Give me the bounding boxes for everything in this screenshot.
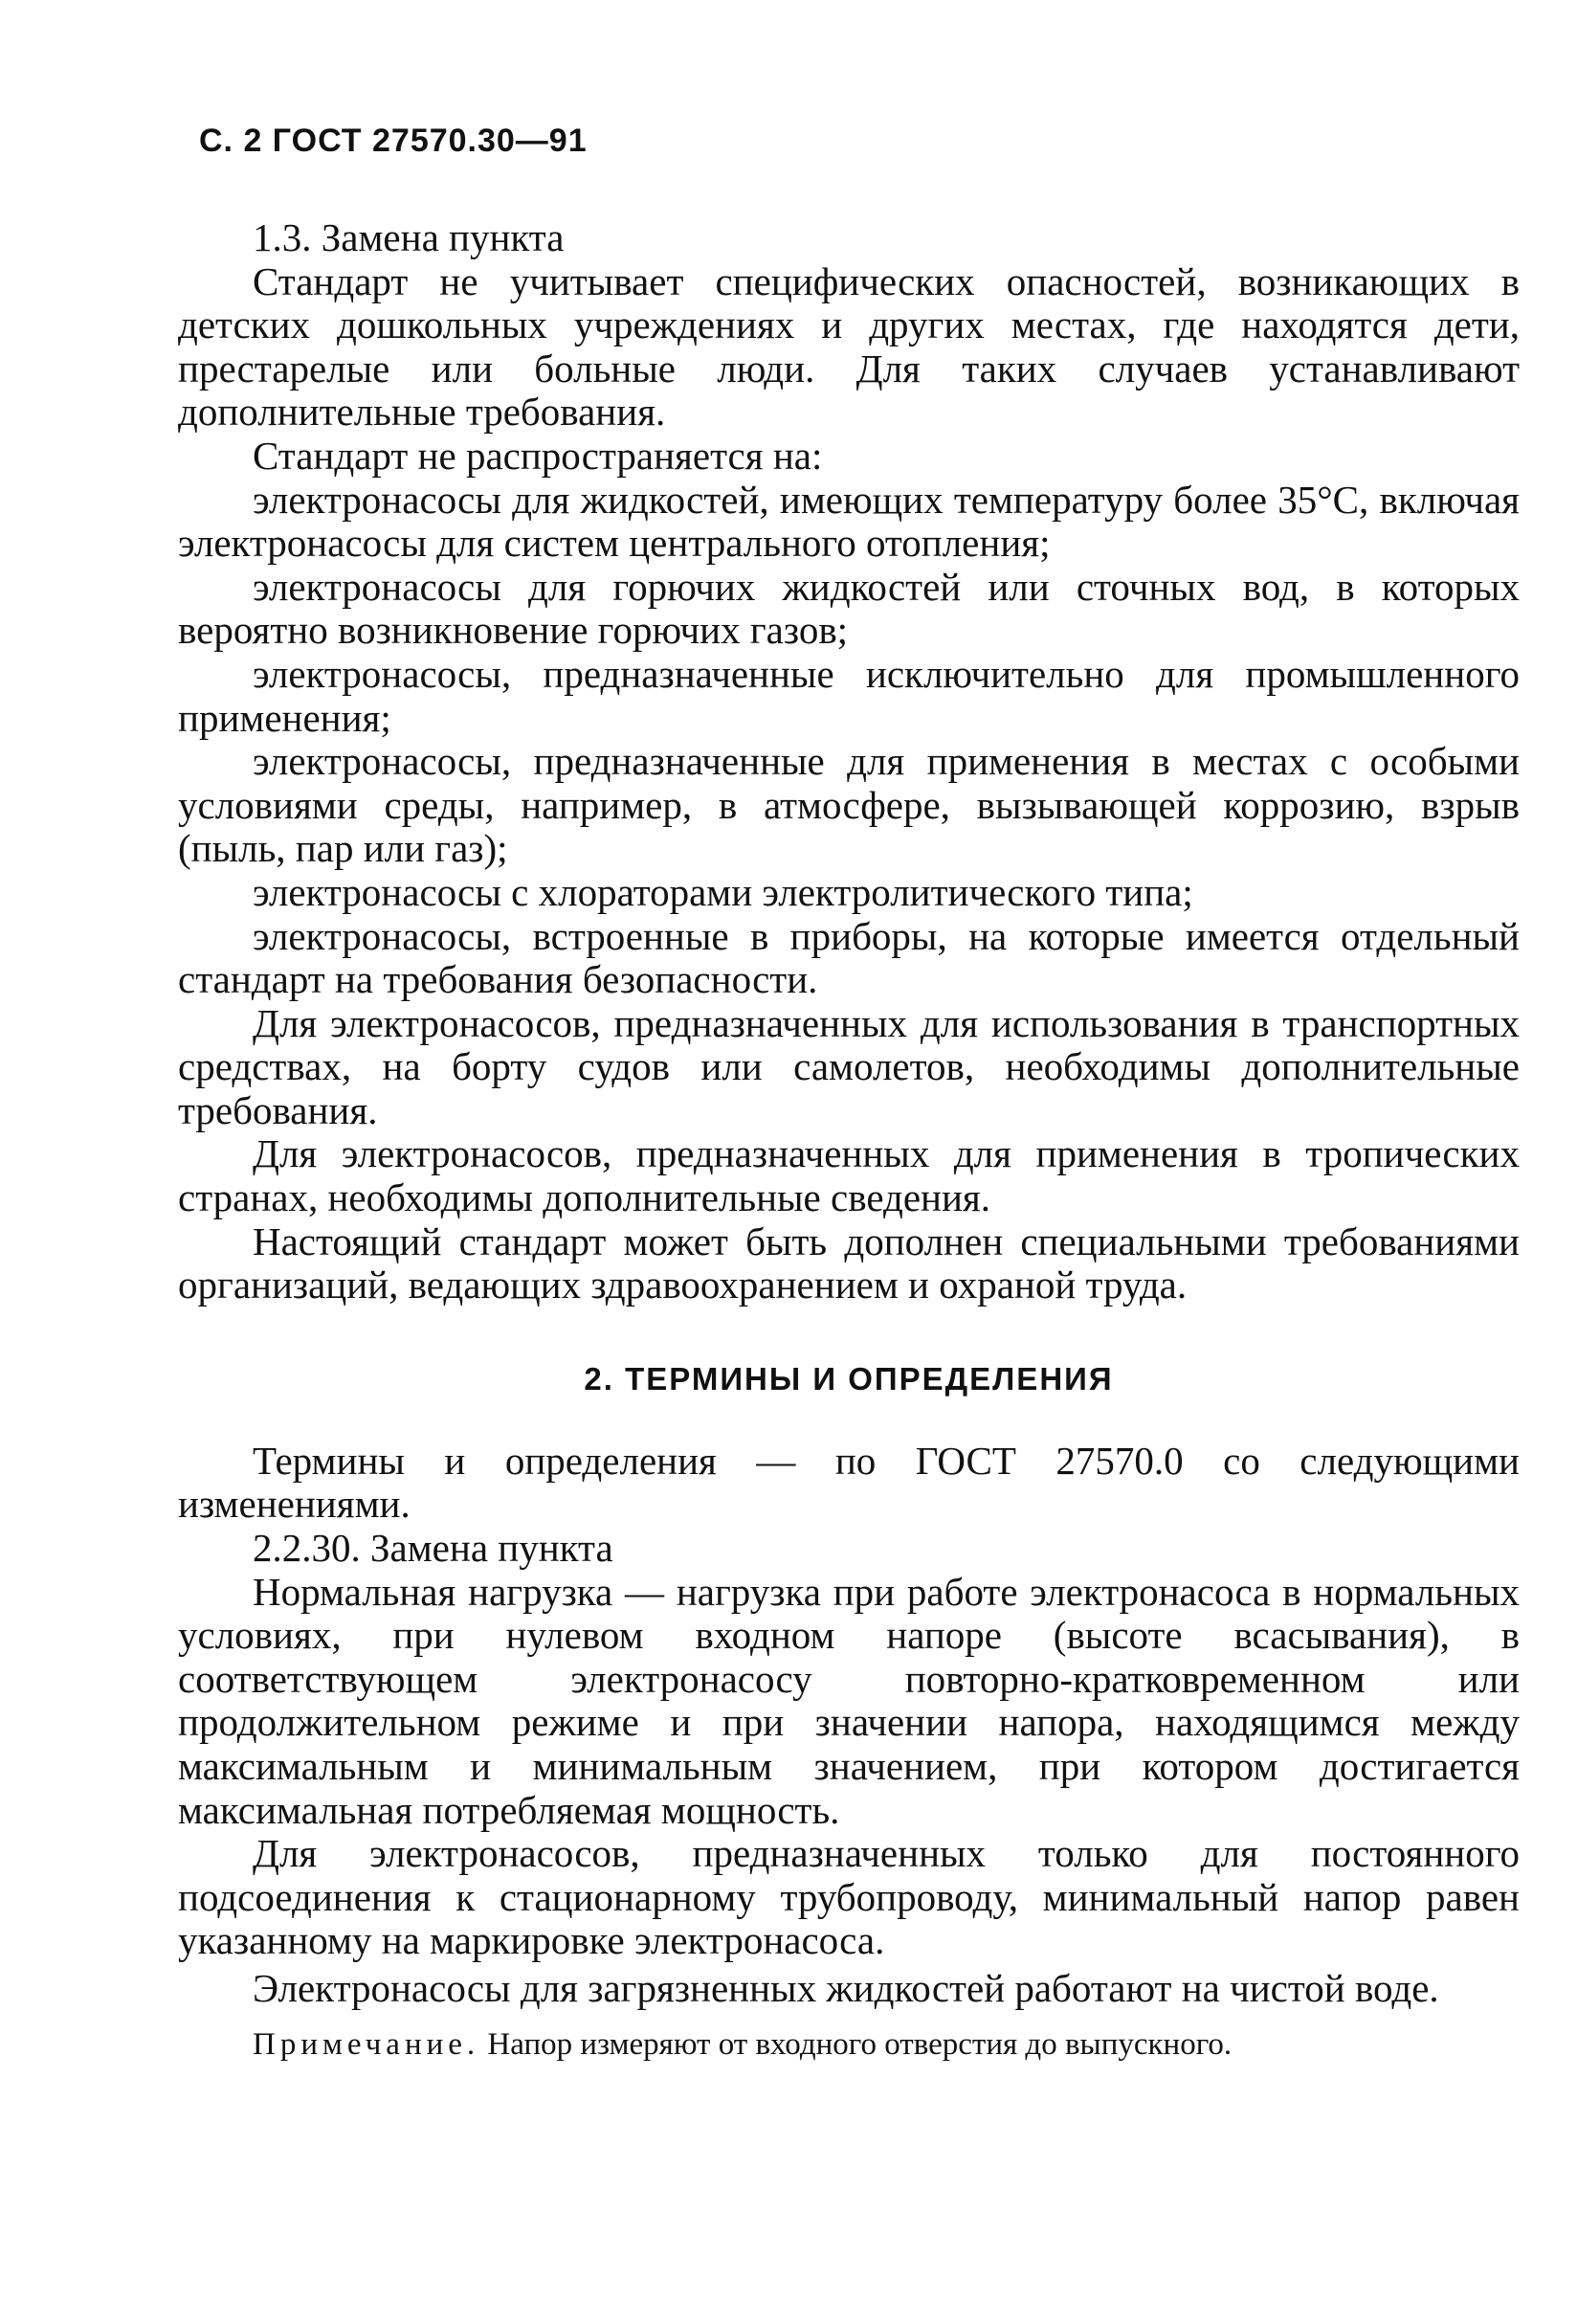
- paragraph: Для электронасосов, предназначенных только для постоянного подсоединения к стационарному трубопроводу, минимальный напор равен указанному на маркировке электронасоса.: [178, 1831, 1520, 1963]
- paragraph: Электронасосы для загрязненных жидкостей работают на чистой воде.: [253, 1965, 1439, 2010]
- list-item: электронасосы, встроенные в приборы, на которые имеется отдельный стандарт на требования безопасности.: [178, 913, 1520, 1002]
- note-text: Напор измеряют от входного отверстия до выпускного.: [487, 2026, 1233, 2062]
- list-item: электронасосы с хлораторами электролитического типа;: [253, 869, 1193, 914]
- paragraph: Термины и определения — по ГОСТ 27570.0 со следующими изменениями.: [178, 1438, 1520, 1527]
- paragraph: Стандарт не распространяется на:: [253, 433, 823, 478]
- note-label: Примечание.: [253, 2026, 480, 2062]
- definition-paragraph: Нормальная нагрузка — нагрузка при работе электронасоса в нормальных условиях, при нулевом входном напоре (высоте всасывания), в соответствующем электронасосу повторно-кратковременном или продолжительном режиме и при значении напора, находящимся между максимальным и минимальным значением, при котором достигается максимальная потребляемая мощность.: [178, 1569, 1520, 1832]
- paragraph: Для электронасосов, предназначенных для использования в транспортных средствах, на борту судов или самолетов, необходимы дополнительные требования.: [178, 1000, 1520, 1132]
- clause-heading: 2.2.30. Замена пункта: [253, 1526, 613, 1571]
- list-item: электронасосы, предназначенные для применения в местах с особыми условиями среды, например, в атмосфере, вызывающей коррозию, взрыв (пыль, пар или газ);: [178, 739, 1520, 871]
- note: [178, 2024, 1520, 2065]
- document-body: [178, 216, 1520, 2065]
- list-item: электронасосы для горючих жидкостей или сточных вод, в которых вероятно возникновение горючих газов;: [178, 564, 1520, 653]
- paragraph: Настоящий стандарт может быть дополнен специальными требованиями организаций, ведающих здравоохранением и охраной труда.: [178, 1218, 1520, 1307]
- paragraph: Стандарт не учитывает специфических опасностей, возникающих в детских дошкольных учреждениях и других местах, где находятся дети, престарелые или больные люди. Для таких случаев устанавливают дополнительные требования.: [178, 258, 1520, 435]
- list-item: электронасосы, предназначенные исключительно для промышленного применения;: [178, 651, 1520, 740]
- section-heading: 2. ТЕРМИНЫ И ОПРЕДЕЛЕНИЯ: [584, 1360, 1114, 1397]
- list-item: электронасосы для жидкостей, имеющих температуру более 35°С, включая электронасосы для систем центрального отопления;: [178, 477, 1520, 566]
- running-header: С. 2 ГОСТ 27570.30—91: [199, 123, 588, 159]
- clause-heading: 1.3. Замена пункта: [253, 215, 565, 259]
- paragraph: Для электронасосов, предназначенных для применения в тропических странах, необходимы дополнительные сведения.: [178, 1131, 1520, 1220]
